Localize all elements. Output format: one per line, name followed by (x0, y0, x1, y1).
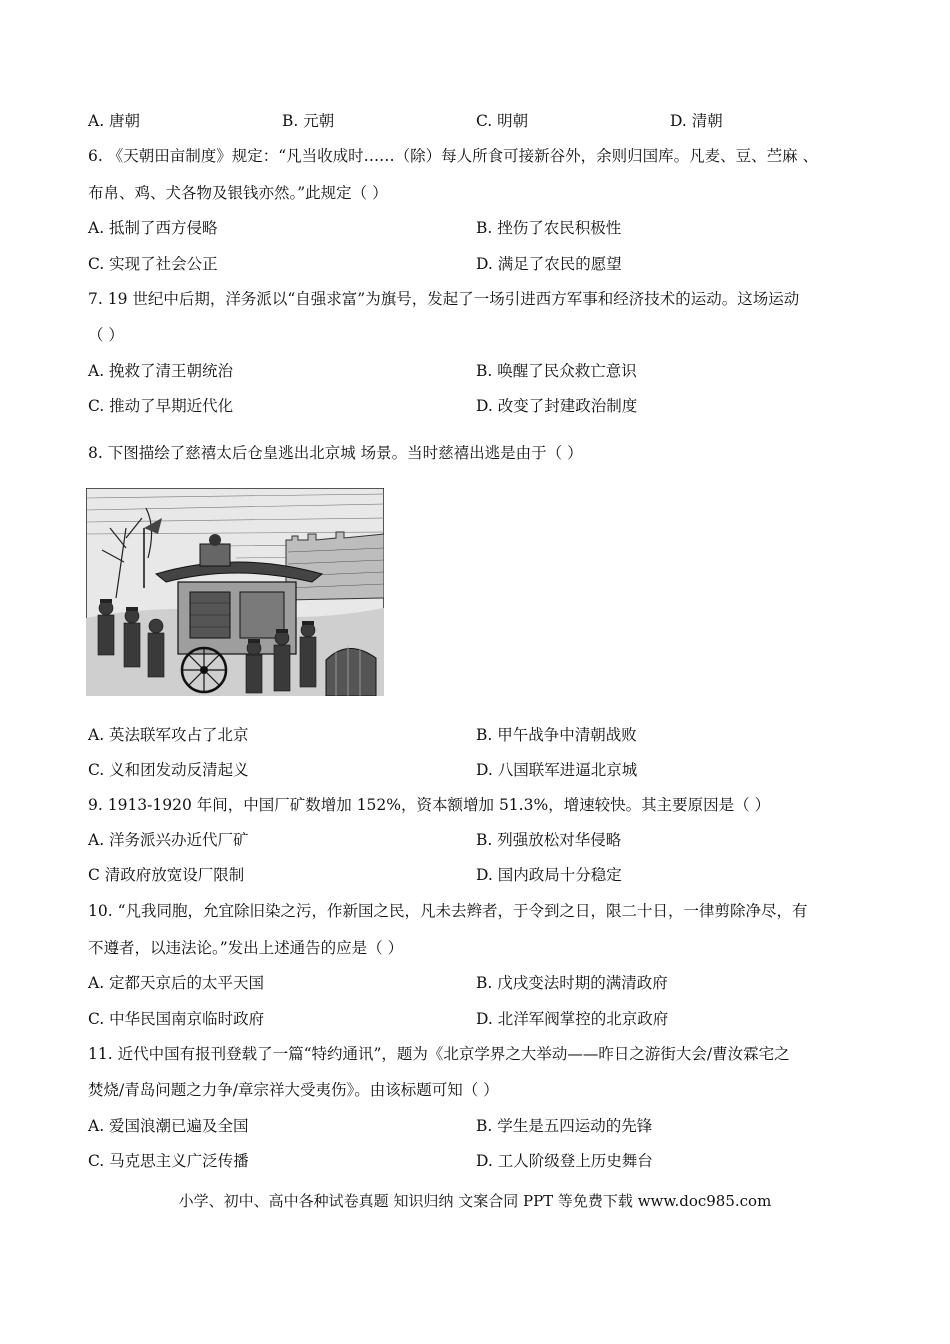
q6-option-a: A. 抵制了西方侵略 (88, 219, 218, 237)
q8-option-d: D. 八国联军进逼北京城 (476, 761, 638, 779)
q6-option-d: D. 满足了农民的愿望 (476, 255, 622, 273)
q10-stem-line1: 10. “凡我同胞，允宜除旧染之污，作新国之民，凡未去辫者，于令到之日，限二十日，一律剪除净尽，有 (88, 902, 808, 920)
q10-option-a: A. 定都天京后的太平天国 (88, 974, 265, 992)
q7-option-d: D. 改变了封建政治制度 (476, 397, 638, 415)
q5-option-b: B. 元朝 (282, 112, 335, 130)
q9-option-a: A. 洋务派兴办近代厂矿 (88, 831, 249, 849)
q10-stem-line2: 不遵者，以违法论。”发出上述通告的应是（ ） (88, 939, 404, 957)
q6-option-c: C. 实现了社会公正 (88, 255, 218, 273)
q7-stem-line2: （ ） (88, 326, 124, 344)
q6-stem-line2: 布帛、鸡、犬各物及银钱亦然。”此规定（ ） (88, 184, 388, 202)
cixi-flight-illustration (86, 488, 384, 696)
q10-option-c: C. 中华民国南京临时政府 (88, 1010, 265, 1028)
q11-option-b: B. 学生是五四运动的先锋 (476, 1117, 653, 1135)
q11-stem-line1: 11. 近代中国有报刊登载了一篇“特约通讯”，题为《北京学界之大举动——昨日之游街大会/曹汝霖宅之 (88, 1045, 790, 1063)
q10-option-d: D. 北洋军阀掌控的北京政府 (476, 1010, 669, 1028)
q9-stem: 9. 1913-1920 年间，中国厂矿数增加 152%，资本额增加 51.3%，增速较快。其主要原因是（ ） (88, 796, 771, 814)
q11-option-a: A. 爱国浪潮已遍及全国 (88, 1117, 249, 1135)
q8-option-b: B. 甲午战争中清朝战败 (476, 726, 637, 744)
q7-stem-line1: 7. 19 世纪中后期，洋务派以“自强求富”为旗号，发起了一场引进西方军事和经济技术的运动。这场运动 (88, 290, 800, 308)
q5-option-c: C. 明朝 (476, 112, 529, 130)
q9-option-b: B. 列强放松对华侵略 (476, 831, 622, 849)
q5-option-a: A. 唐朝 (88, 112, 141, 130)
q9-option-d: D. 国内政局十分稳定 (476, 866, 622, 884)
q11-option-c: C. 马克思主义广泛传播 (88, 1152, 249, 1170)
q7-option-a: A. 挽救了清王朝统治 (88, 362, 234, 380)
q8-option-a: A. 英法联军攻占了北京 (88, 726, 249, 744)
q7-option-c: C. 推动了早期近代化 (88, 397, 234, 415)
q5-option-d: D. 清朝 (670, 112, 723, 130)
q7-option-b: B. 唤醒了民众救亡意识 (476, 362, 637, 380)
q8-option-c: C. 义和团发动反清起义 (88, 761, 249, 779)
q6-stem-line1: 6. 《天朝田亩制度》规定：“凡当收成时……（除）每人所食可接新谷外，余则归国库。凡麦、豆、苎麻 、 (88, 147, 819, 165)
q10-option-b: B. 戊戌变法时期的满清政府 (476, 974, 668, 992)
q9-option-c: C 清政府放宽设厂限制 (88, 866, 245, 884)
q6-option-b: B. 挫伤了农民积极性 (476, 219, 622, 237)
q11-option-d: D. 工人阶级登上历史舞台 (476, 1152, 653, 1170)
q8-stem: 8. 下图描绘了慈禧太后仓皇逃出北京城 场景。当时慈禧出逃是由于（ ） (88, 444, 583, 462)
q11-stem-line2: 焚烧/青岛问题之力争/章宗祥大受夷伤》。由该标题可知（ ） (88, 1081, 499, 1099)
page-footer: 小学、初中、高中各种试卷真题 知识归纳 文案合同 PPT 等免费下载 www.doc985.com (178, 1192, 772, 1210)
